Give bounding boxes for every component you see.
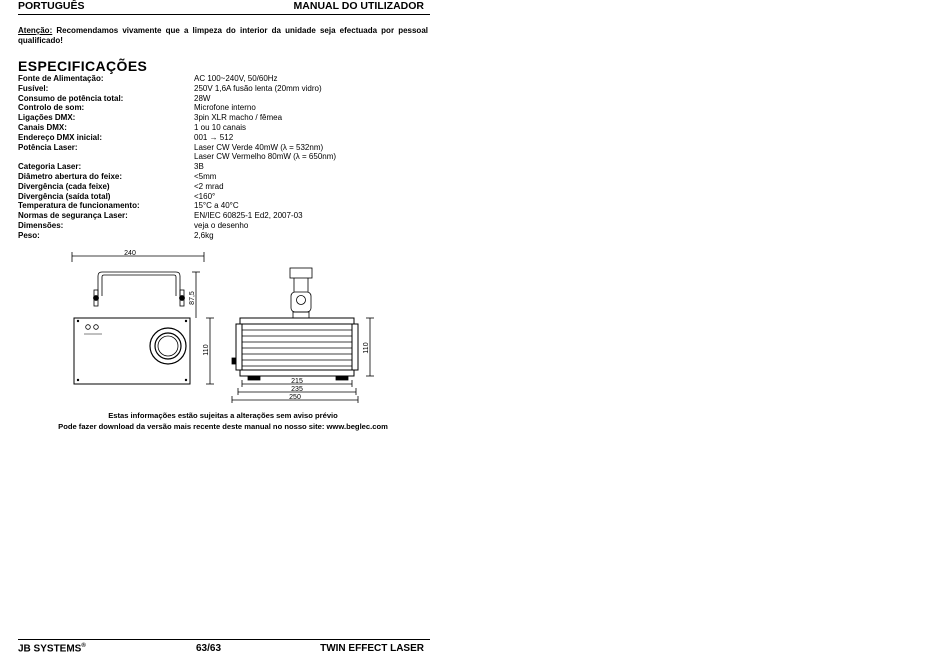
- spec-row: [18, 182, 438, 192]
- header-manual-title: MANUAL DO UTILIZADOR: [293, 0, 424, 12]
- spec-values: [194, 143, 438, 163]
- spec-label: Consumo de potência total:: [18, 93, 124, 103]
- side-dim-235-label: 235: [291, 386, 303, 393]
- spec-values: [194, 162, 438, 172]
- dimension-drawing: [58, 246, 378, 406]
- spec-values: [194, 74, 438, 84]
- spec-row: [18, 94, 438, 104]
- spec-row: [18, 123, 438, 133]
- spec-label: Endereço DMX inicial:: [18, 132, 103, 142]
- footer-product: TWIN EFFECT LASER: [320, 643, 424, 654]
- specs-list: [18, 74, 438, 241]
- spec-values: [194, 84, 438, 94]
- front-height-label: 110: [203, 344, 210, 356]
- spec-value: Laser CW Verde 40mW (λ = 532nm): [194, 142, 324, 152]
- page-header: [18, 0, 430, 15]
- spec-value: AC 100~240V, 50/60Hz: [194, 74, 278, 83]
- spec-value: EN/IEC 60825-1 Ed2, 2007-03: [194, 211, 303, 221]
- footer-note-1: Estas informações estão sujeitas a alterações sem aviso prévio: [108, 411, 338, 420]
- spec-label: Divergência (cada feixe): [18, 181, 110, 191]
- spec-value: 250V 1,6A fusão lenta (20mm vidro): [194, 83, 322, 93]
- spec-label: Diâmetro abertura do feixe:: [18, 171, 123, 181]
- spec-value: Laser CW Vermelho 80mW (λ = 650nm): [194, 152, 337, 162]
- spec-value: <5mm: [194, 171, 217, 181]
- spec-values: [194, 133, 438, 143]
- spec-label: Divergência (saída total): [18, 191, 111, 201]
- spec-label: Potência Laser:: [18, 142, 78, 152]
- spec-label: Dimensões:: [18, 220, 64, 230]
- spec-value: 1 ou 10 canais: [194, 122, 247, 132]
- footer-note-2: Pode fazer download da versão mais recente deste manual no nosso site: www.beglec.com: [58, 422, 388, 431]
- spec-row: [18, 201, 438, 211]
- spec-value: 15°C a 40°C: [194, 201, 239, 211]
- spec-label: Temperatura de funcionamento:: [18, 201, 140, 211]
- spec-values: [194, 123, 438, 133]
- spec-values: [194, 182, 438, 192]
- spec-row: [18, 231, 438, 241]
- spec-values: [194, 113, 438, 123]
- spec-label: Categoria Laser:: [18, 162, 82, 172]
- front-width-label: 240: [124, 250, 136, 257]
- spec-value: 2,6kg: [194, 230, 214, 240]
- spec-value: <160°: [194, 191, 216, 201]
- spec-label: Canais DMX:: [18, 122, 67, 132]
- spec-label: Peso:: [18, 230, 40, 240]
- spec-label: Ligações DMX:: [18, 113, 76, 123]
- spec-value: 3pin XLR macho / fêmea: [194, 113, 283, 123]
- spec-row: [18, 113, 438, 123]
- side-height-label: 110: [363, 342, 370, 354]
- warning-note: [18, 26, 428, 46]
- spec-label: Fusível:: [18, 83, 49, 93]
- spec-row: [18, 211, 438, 221]
- spec-row: [18, 74, 438, 84]
- spec-value: Microfone interno: [194, 103, 256, 113]
- header-language: PORTUGUÊS: [18, 0, 85, 12]
- spec-value: <2 mrad: [194, 181, 224, 191]
- side-dim-250-label: 250: [289, 394, 301, 401]
- spec-label: Fonte de Alimentação:: [18, 74, 104, 83]
- spec-row: [18, 172, 438, 182]
- spec-value: 3B: [194, 162, 204, 172]
- spec-values: [194, 211, 438, 221]
- front-bracket-height-label: 87,5: [189, 291, 196, 305]
- spec-values: [194, 172, 438, 182]
- spec-row: [18, 84, 438, 94]
- spec-row: [18, 133, 438, 143]
- spec-value: 001 → 512: [194, 132, 234, 142]
- page-footer: [18, 639, 430, 655]
- spec-row: [18, 221, 438, 231]
- side-dim-215-label: 215: [291, 378, 303, 385]
- spec-value: 28W: [194, 93, 211, 103]
- spec-row: [18, 103, 438, 113]
- spec-label: Normas de segurança Laser:: [18, 211, 128, 221]
- footer-brand-text: JB SYSTEMS: [18, 643, 82, 655]
- spec-row: [18, 162, 438, 172]
- spec-values: [194, 94, 438, 104]
- footer-brand-mark: ®: [81, 643, 86, 649]
- spec-label: Controlo de som:: [18, 103, 85, 113]
- footer-page-number: 63/63: [196, 643, 222, 654]
- spec-values: [194, 192, 438, 202]
- spec-values: [194, 231, 438, 241]
- spec-value: veja o desenho: [194, 220, 249, 230]
- specs-heading: ESPECIFICAÇÕES: [18, 58, 148, 74]
- spec-values: [194, 201, 438, 211]
- spec-row: [18, 143, 438, 163]
- warning-text: Recomendamos vivamente que a limpeza do interior da unidade seja efectuada por pessoal qualificado!: [18, 26, 428, 45]
- spec-values: [194, 221, 438, 231]
- spec-row: [18, 192, 438, 202]
- warning-label: Atenção:: [18, 26, 53, 35]
- side-view: [232, 268, 374, 403]
- spec-values: [194, 103, 438, 113]
- front-view: [72, 252, 214, 384]
- footer-brand: [18, 643, 86, 654]
